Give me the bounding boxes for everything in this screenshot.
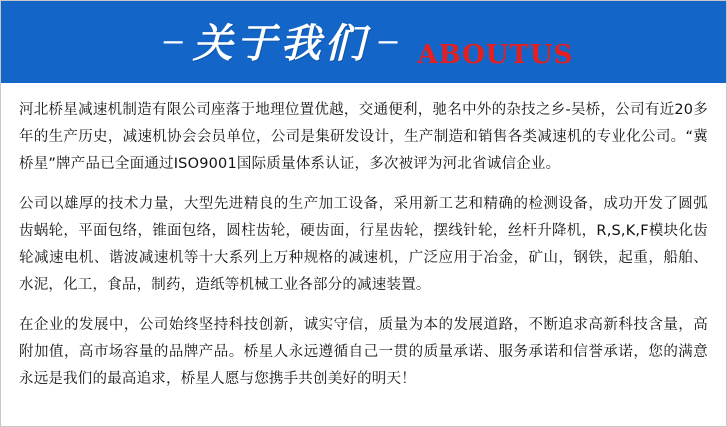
left-dash-ornament: – <box>163 21 183 59</box>
banner-title-group <box>154 20 574 70</box>
paragraph-intro: 河北桥星减速机制造有限公司座落于地理位置优越，交通便利，驰名中外的杂技之乡-吴桥，公司有近20多年的生产历史，减速机协会会员单位，公司是集研发设计，生产制造和销售各类减速机的专业化公司。“冀桥星”牌产品已全面通过ISO9001国际质量体系认证，多次被评为河北省诚信企业。 <box>19 102 708 172</box>
paragraph-development: 在企业的发展中，公司始终坚持科技创新，诚实守信，质量为本的发展道路，不断追求高新科技含量，高附加值，高市场容量的品牌产品。桥星人永远遵循自己一贯的质量承诺、服务承诺和信誉承诺，您的满意永远是我们的最高追求，桥星人愿与您携手共创美好的明天！ <box>19 317 708 387</box>
page-header-banner <box>1 1 726 83</box>
about-us-content <box>1 83 726 393</box>
right-dash-ornament: – <box>378 21 398 59</box>
paragraph-technology: 公司以雄厚的技术力量，大型先进精良的生产加工设备，采用新工艺和精确的检测设备，成功开发了圆弧齿蜗轮，平面包络，锥面包络，圆柱齿轮，硬齿面，行星齿轮，摆线针轮，丝杆升降机，R,S,K,F模块化齿轮减速电机、谐波减速机等十大系列上万种规格的减速机，广泛应用于冶金，矿山，钢铁，起重，船舶、水泥，化工，食品，制药，造纸等机械工业各部分的减速装置。 <box>19 196 708 293</box>
page-title-chinese: 关于我们 <box>192 20 369 67</box>
page-title-english: ABOUTUS <box>417 40 574 70</box>
